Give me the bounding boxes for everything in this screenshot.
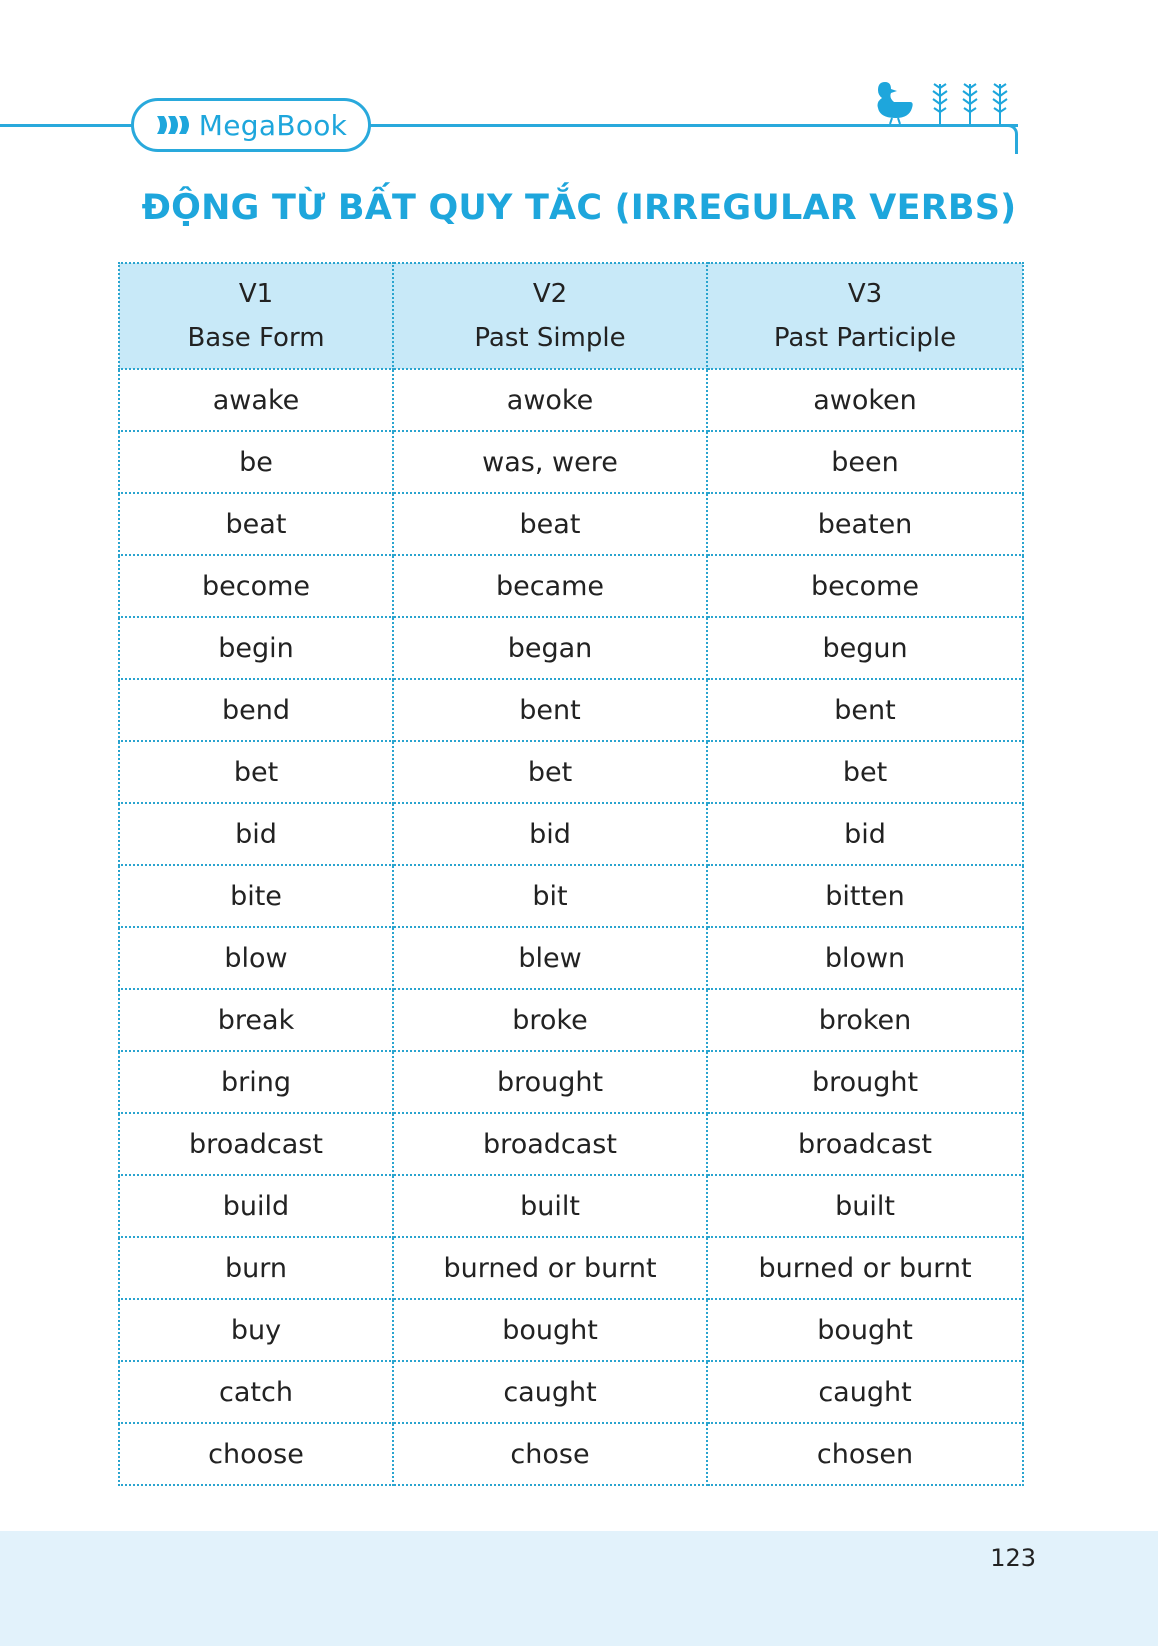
table-row bbox=[119, 1175, 1023, 1237]
brand-logo bbox=[131, 98, 371, 152]
column-label: Past Simple bbox=[474, 323, 626, 353]
header-decoration bbox=[870, 78, 1015, 132]
base-form-cell: bring bbox=[119, 1051, 393, 1113]
past-participle-cell: brought bbox=[707, 1051, 1023, 1113]
past-participle-cell: chosen bbox=[707, 1423, 1023, 1485]
table-row bbox=[119, 1237, 1023, 1299]
past-participle-cell: bid bbox=[707, 803, 1023, 865]
base-form-cell: be bbox=[119, 431, 393, 493]
table-row bbox=[119, 803, 1023, 865]
past-participle-cell: bought bbox=[707, 1299, 1023, 1361]
base-form-cell: broadcast bbox=[119, 1113, 393, 1175]
brand-name: MegaBook bbox=[198, 108, 348, 142]
past-participle-cell: broken bbox=[707, 989, 1023, 1051]
grass-icon bbox=[993, 84, 1007, 124]
past-participle-cell: bent bbox=[707, 679, 1023, 741]
table-row bbox=[119, 555, 1023, 617]
base-form-cell: build bbox=[119, 1175, 393, 1237]
past-simple-cell: built bbox=[393, 1175, 707, 1237]
base-form-cell: catch bbox=[119, 1361, 393, 1423]
page-title: ĐỘNG TỪ BẤT QUY TẮC (IRREGULAR VERBS) bbox=[141, 188, 1017, 228]
past-simple-cell: bit bbox=[393, 865, 707, 927]
past-simple-cell: blew bbox=[393, 927, 707, 989]
megabook-logo-icon bbox=[155, 113, 193, 137]
grass-icon bbox=[963, 84, 977, 124]
past-simple-cell: became bbox=[393, 555, 707, 617]
column-header-v1 bbox=[119, 263, 393, 369]
table-row bbox=[119, 927, 1023, 989]
base-form-cell: begin bbox=[119, 617, 393, 679]
base-form-cell: bet bbox=[119, 741, 393, 803]
base-form-cell: bid bbox=[119, 803, 393, 865]
past-simple-cell: broke bbox=[393, 989, 707, 1051]
past-simple-cell: burned or burnt bbox=[393, 1237, 707, 1299]
base-form-cell: beat bbox=[119, 493, 393, 555]
past-participle-cell: awoken bbox=[707, 369, 1023, 431]
base-form-cell: bend bbox=[119, 679, 393, 741]
table-row bbox=[119, 1299, 1023, 1361]
past-simple-cell: awoke bbox=[393, 369, 707, 431]
irregular-verbs-table bbox=[118, 262, 1024, 1486]
table-row bbox=[119, 617, 1023, 679]
past-simple-cell: beat bbox=[393, 493, 707, 555]
column-code: V3 bbox=[847, 279, 883, 309]
column-label: Base Form bbox=[187, 323, 325, 353]
page-footer bbox=[0, 1531, 1158, 1646]
table-row bbox=[119, 865, 1023, 927]
past-participle-cell: caught bbox=[707, 1361, 1023, 1423]
past-simple-cell: bet bbox=[393, 741, 707, 803]
page-number: 123 bbox=[990, 1544, 1036, 1572]
table-row bbox=[119, 1423, 1023, 1485]
table-row bbox=[119, 1113, 1023, 1175]
base-form-cell: buy bbox=[119, 1299, 393, 1361]
past-participle-cell: been bbox=[707, 431, 1023, 493]
past-simple-cell: bid bbox=[393, 803, 707, 865]
past-simple-cell: began bbox=[393, 617, 707, 679]
past-participle-cell: broadcast bbox=[707, 1113, 1023, 1175]
column-code: V1 bbox=[238, 279, 274, 309]
grass-icon bbox=[933, 84, 947, 124]
table-row bbox=[119, 679, 1023, 741]
table-row bbox=[119, 1361, 1023, 1423]
column-header-v2 bbox=[393, 263, 707, 369]
past-simple-cell: chose bbox=[393, 1423, 707, 1485]
past-simple-cell: brought bbox=[393, 1051, 707, 1113]
base-form-cell: bite bbox=[119, 865, 393, 927]
duck-icon bbox=[878, 82, 913, 124]
past-simple-cell: was, were bbox=[393, 431, 707, 493]
past-participle-cell: burned or burnt bbox=[707, 1237, 1023, 1299]
table-row bbox=[119, 493, 1023, 555]
past-simple-cell: broadcast bbox=[393, 1113, 707, 1175]
base-form-cell: become bbox=[119, 555, 393, 617]
base-form-cell: break bbox=[119, 989, 393, 1051]
past-simple-cell: bent bbox=[393, 679, 707, 741]
past-participle-cell: beaten bbox=[707, 493, 1023, 555]
past-simple-cell: caught bbox=[393, 1361, 707, 1423]
base-form-cell: burn bbox=[119, 1237, 393, 1299]
table-row bbox=[119, 369, 1023, 431]
past-participle-cell: built bbox=[707, 1175, 1023, 1237]
past-participle-cell: blown bbox=[707, 927, 1023, 989]
table-header-row bbox=[119, 263, 1023, 369]
past-participle-cell: bet bbox=[707, 741, 1023, 803]
table-row bbox=[119, 741, 1023, 803]
column-label: Past Participle bbox=[773, 323, 957, 353]
base-form-cell: blow bbox=[119, 927, 393, 989]
past-participle-cell: become bbox=[707, 555, 1023, 617]
column-header-v3 bbox=[707, 263, 1023, 369]
past-participle-cell: begun bbox=[707, 617, 1023, 679]
base-form-cell: choose bbox=[119, 1423, 393, 1485]
table-row bbox=[119, 989, 1023, 1051]
table-row bbox=[119, 431, 1023, 493]
column-code: V2 bbox=[532, 279, 568, 309]
table-row bbox=[119, 1051, 1023, 1113]
past-simple-cell: bought bbox=[393, 1299, 707, 1361]
base-form-cell: awake bbox=[119, 369, 393, 431]
past-participle-cell: bitten bbox=[707, 865, 1023, 927]
